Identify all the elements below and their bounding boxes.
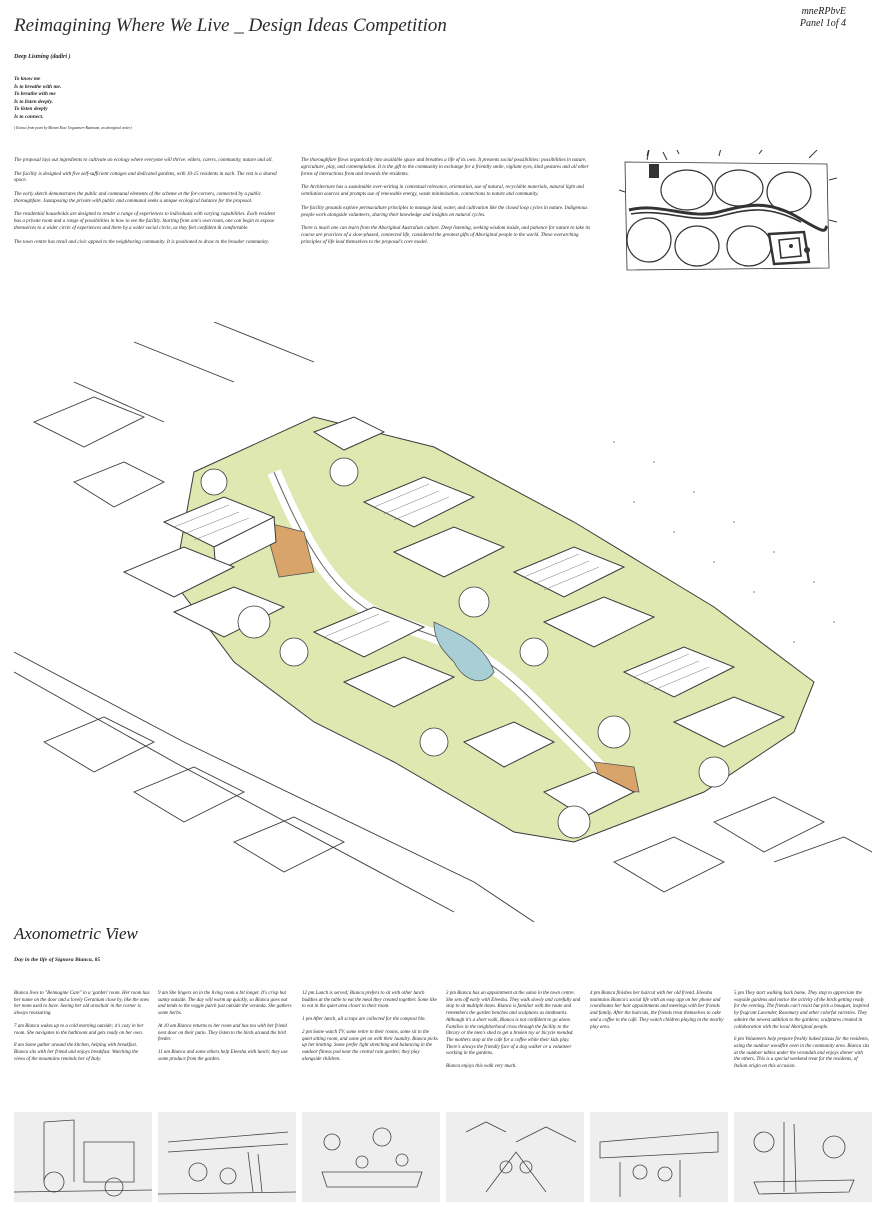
intro-paragraph: The residential households are designed to render a range of experiences to individuals with varying capabilities. Each resident has a private room and a range of possibilities in how to see the facility. Starting from one's own room, one can begin to expose themselves to a wider circle of experiences and there by a wider social circle, as they feel confident & comfortable. bbox=[14, 211, 275, 232]
intro-left-column bbox=[14, 157, 282, 252]
deep-listening-heading: Deep Listning (dadiri ) bbox=[14, 54, 71, 60]
story-paragraph: 6 pm Volunteers help prepare freshly baked pizzas for the residents, using the outdoor woodfire oven in the community area. Bianca sits at the outdoor tables under the verandah and enjoys dinner with the others. This is a special weekend treat for the residents, of Italian origin on this occasion. bbox=[734, 1037, 870, 1070]
story-paragraph: 11 am Bianca and some others help Eleesha with lunch; they use some produce from the garden. bbox=[158, 1049, 288, 1062]
intro-paragraph: The early sketch demonstrates the public and communal elements of the scheme at the for-corners, connected by a public thoroughfare. Juxtaposing the private with public and communal seeks a unique ecological balance for the proposal. bbox=[14, 190, 262, 204]
early-concept-sketch bbox=[619, 150, 837, 288]
poem-credit: ( Extract from poem by Miriam Rose Ungunmerr-Baumann, an aboriginal writer) bbox=[14, 126, 132, 130]
story-column bbox=[302, 991, 438, 1069]
story-paragraph: 8 am Some gather around the kitchen, helping with breakfast. Bianca sits with her friend and enjoys breakfast. Watching the views of the mountains reminds her of Italy. bbox=[14, 1043, 139, 1062]
story-paragraph: 9 am She lingers on in the living room a bit longer. It's crisp but sunny outside. The day will warm up quickly, so Bianca goes out and tends to the veggie patch just outside the veranda. She gathers some herbs. bbox=[158, 991, 292, 1017]
story-paragraph: 1 pm After lunch, all scraps are collected for the compost bin. bbox=[302, 1017, 426, 1023]
vignette-lunch bbox=[302, 1112, 440, 1202]
axonometric-drawing bbox=[14, 322, 872, 932]
poem-line: Is to connect. bbox=[14, 113, 44, 120]
intro-middle-column bbox=[301, 157, 591, 252]
vignette-walk bbox=[446, 1112, 584, 1202]
story-paragraph: Bianca lives to "Reimagine Care" in a 'garden' room. Her room has her name on the door and a lovely Geranium close by, like the ones her mom used to have. Seeing her old armchair in the corner is always reassuring. bbox=[14, 991, 150, 1017]
panel-code bbox=[800, 6, 846, 30]
vignette-sketch bbox=[446, 1112, 584, 1202]
story-column bbox=[734, 991, 870, 1077]
intro-paragraph: The Architecture has a sustainable over-writing in contextual relevance, orientation, use of natural, recyclable materials, natural light and ventilation sources and prompts use of renewable energy, waste minimization, connections to nature and community. bbox=[301, 184, 584, 198]
intro-paragraph: The facility grounds explore permaculture principles to manage land, water, and cultivation like the closed loop cycles in nature. Indigenous people work alongside volunteers, sharing their knowledge and insights on natural cycles. bbox=[301, 204, 588, 218]
poem bbox=[14, 76, 61, 122]
axonometric-heading: Axonometric View bbox=[14, 924, 138, 943]
intro-paragraph: The town centre has retail and civic appeal to the neighboring community. It is positioned to draw to the broader community. bbox=[14, 238, 269, 245]
day-in-life-heading: Day in the life of Signora Bianca, 85 bbox=[14, 957, 101, 963]
story-column bbox=[14, 991, 150, 1069]
panel-number: Panel 1of 4 bbox=[799, 18, 846, 29]
story-paragraph: 4 pm Bianca finishes her haircut with her old friend. Eleesha maintains Bianca's social life with an easy app on her phone and coordinates her hair appointments and meetings with her friends and family. After the haircuts, the friends treat themselves to cake and a coffee in the café. They watch children playing in the nearby play area. bbox=[590, 991, 724, 1030]
vignette-sketch bbox=[302, 1112, 440, 1202]
story-paragraph: 5 pm They start walking back home. They stop to appreciate the wayside gardens and notice the activity of the birds getting ready for the evening. The friends can't resist but pick a bouquet, inspired by fragrant Lavender, Rosemary and other colorful varieties. They admire the newest addition to the gardens; sculptures created in collaboration with the local Aboriginal people. bbox=[734, 991, 869, 1030]
entry-code: mneRPbvE bbox=[801, 6, 846, 17]
poem-line: To listen deeply bbox=[14, 106, 48, 113]
poem-line: To know me bbox=[14, 76, 41, 82]
poem-line: Is to breathe with me. bbox=[14, 83, 62, 90]
poem-line: To breathe with me bbox=[14, 91, 56, 98]
vignette-sketch bbox=[734, 1112, 872, 1202]
vignette-garden bbox=[158, 1112, 296, 1202]
vignette-sketch bbox=[14, 1112, 152, 1202]
poem-line: Is to listen deeply. bbox=[14, 98, 53, 105]
vignette-dinner bbox=[734, 1112, 872, 1202]
concept-sketch-drawing bbox=[619, 150, 837, 288]
story-column bbox=[590, 991, 726, 1037]
story-paragraph: 12 pm Lunch is served; Bianca prefers to sit with other lunch buddies at the table to eat the meal they created together. Some like to eat in the quiet area closer to their room. bbox=[302, 991, 437, 1010]
vignette-cafe bbox=[590, 1112, 728, 1202]
story-paragraph: 2 pm Some watch TV, some retire to their rooms, some sit in the quiet sitting room, and some get on with their laundry. Bianca picks up her knitting. Some prefer light stretching and balancing in the outdoor fitness pod near the central rain garden; they play alongside children. bbox=[302, 1029, 438, 1062]
intro-paragraph: The thoroughfare flows organically into available space and breathes a life of its own. It presents social possibilities: possibilities in nature, agriculture, play, and contemplation. It is the gift to the community in exchange for a friendly smile, vigilant eyes, kind gestures and all other forms of interactions from and towards the residents. bbox=[301, 157, 589, 177]
story-paragraph: 3 pm Bianca has an appointment at the salon in the town centre. She sets off early with Eleesha. They walk slowly and carefully and stop to sit multiple times. Bianca is familiar with the route and remembers the garden benches and sculptures as landmarks. Although it's a short walk, Bianca is not confident to go alone. Families in the neighborhood cross through the facility to the library or the men's shed to get a broken toy or bicycle mended. The mothers stop at the café for a coffee while their kids play. There's always the friendly face of a dog walker or a volunteer working in the gardens. bbox=[446, 991, 581, 1057]
intro-paragraph: The facility is designed with five self-sufficient cottages and dedicated gardens, with 10-15 residents in each. The rest is a shared space. bbox=[14, 170, 277, 184]
story-paragraph: Bianca enjoys this walk very much. bbox=[446, 1064, 517, 1070]
intro-paragraph: There is much one can learn from the Aboriginal Australian culture. Deep listening, seeking wisdom inside, and patience for nature to take its course are practices of a slow-phased, connected life, considered the greatest gifts of Aboriginal people to the world. These overarching principles of life lead themselves to the proposal's core model. bbox=[301, 225, 591, 245]
vignette-sketch bbox=[590, 1112, 728, 1202]
page-title: Reimagining Where We Live _ Design Ideas Competition bbox=[14, 15, 447, 36]
vignette-breakfast bbox=[14, 1112, 152, 1202]
axonometric-illustration bbox=[14, 322, 872, 932]
story-column bbox=[446, 991, 582, 1077]
story-paragraph: 7 am Bianca wakes up to a cold morning outside; it's cozy in her room. She navigates to the bathroom and gets ready on her own. bbox=[14, 1023, 144, 1036]
story-column bbox=[158, 991, 294, 1069]
vignette-sketch bbox=[158, 1112, 296, 1202]
intro-paragraph: The proposal lays out ingredients to cultivate an ecology where everyone will thrive: elders, carers, community, nature and all. bbox=[14, 157, 273, 163]
story-paragraph: At 10 am Bianca returns to her room and has tea with her friend next door on their patio. They listen to the birds around the bird feeder. bbox=[158, 1023, 287, 1043]
